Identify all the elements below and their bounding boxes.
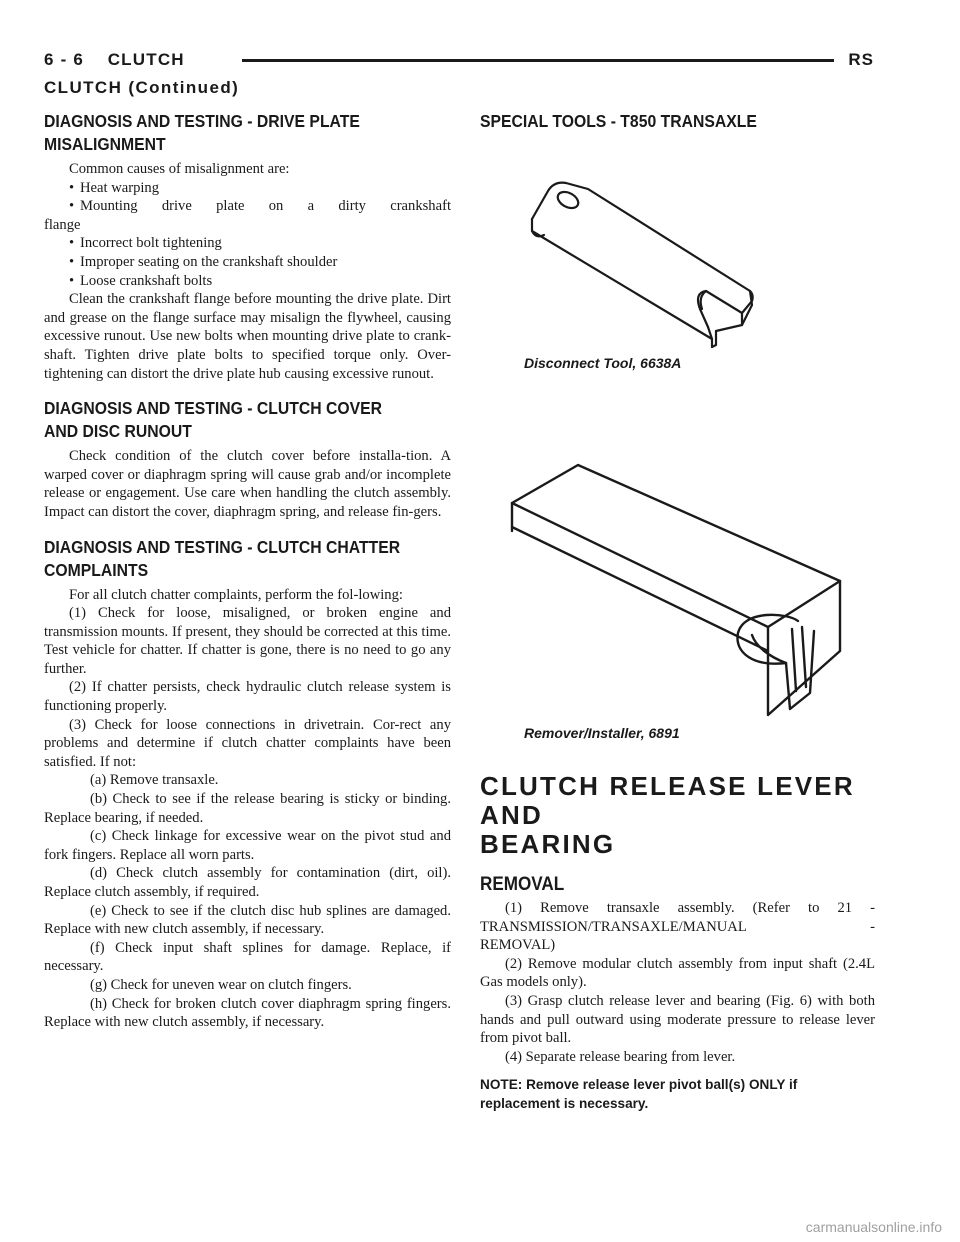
step-1: (1) Remove transaxle assembly. (Refer to 21 -: [505, 900, 875, 916]
step-4: (4) Separate release bearing from lever.: [505, 1048, 736, 1065]
step-1-line-3: REMOVAL): [480, 937, 556, 954]
substep-b: (b) Check to see if the release bearing is sticky or binding. Replace bearing, if needed.: [44, 791, 451, 826]
substep-g: (g) Check for uneven wear on clutch fingers.: [90, 976, 352, 993]
section-heading: DIAGNOSIS AND TESTING - DRIVE PLATE: [44, 111, 360, 131]
left-column: [44, 110, 451, 1032]
section-heading: DIAGNOSIS AND TESTING - CLUTCH COVER: [44, 398, 383, 419]
remover-installer-illustration: [480, 381, 875, 731]
continued-label: CLUTCH (Continued): [44, 78, 240, 97]
section-heading-cont: MISALIGNMENT: [44, 134, 166, 154]
paragraph: Common causes of misalignment are:: [69, 161, 290, 177]
step-2: (2) If chatter persists, check hydraulic clutch release system is functioning properly.: [44, 679, 451, 715]
section-chatter-complaints: [44, 536, 451, 1032]
section-heading-cont: COMPLAINTS: [44, 559, 149, 580]
figure-caption: Disconnect Tool, 6638A: [524, 355, 682, 371]
watermark: carmanualsonline.info: [805, 1219, 942, 1235]
list-item: • Loose crankshaft bolts: [69, 272, 213, 289]
page-header: [44, 50, 874, 72]
substep-c: (c) Check linkage for excessive wear on the pivot stud and fork fingers. Replace all worn parts.: [44, 828, 451, 863]
disconnect-tool-illustration: [480, 133, 875, 368]
step-1: (1) Check for loose, misaligned, or broken engine and transmission mounts. If present, they should be corrected at this time. Test vehicle for chatter. If chatter is gone, there is no need to go any further.: [44, 605, 451, 677]
right-column: [480, 110, 875, 741]
paragraph: Check condition of the clutch cover before installa-tion. A warped cover or diaphragm spring will cause grab and/or incomplete release or engagement. Use care when handling the clutch assembly. Impact can distort the cover, diaphragm spring, and release fin-gers.: [44, 448, 451, 520]
substep-h: (h) Check for broken clutch cover diaphragm spring fingers. Replace with new clutch assembly, if necessary.: [44, 995, 451, 1031]
page-number-section: 6 - 6 CLUTCH: [44, 50, 185, 69]
substep-f: (f) Check input shaft splines for damage. Replace, if necessary.: [44, 939, 451, 975]
paragraph: Clean the crankshaft flange before mounting the drive plate. Dirt and grease on the flange surface may misalign the flywheel, causing excessive runout. Use new bolts when mounting drive plate to crank-shaft. Tighten drive plate bolts to specified torque only. Over-tightening can distort the drive plate hub causing excessive runout.: [44, 291, 451, 382]
step-3: (3) Check for loose connections in drivetrain. Cor-rect any problems and determine if clutch chatter complaints have been satisfied. If not:: [44, 716, 451, 770]
list-item: • Incorrect bolt tightening: [69, 235, 222, 252]
note: NOTE: Remove release lever pivot ball(s) ONLY if replacement is necessary.: [480, 1077, 798, 1111]
figure-caption: Remover/Installer, 6891: [524, 725, 680, 741]
section-drive-plate-misalignment: [44, 110, 451, 383]
substep-a: (a) Remove transaxle.: [90, 772, 219, 789]
subsection-heading-removal: REMOVAL: [480, 874, 565, 895]
model-code: RS: [848, 50, 874, 69]
list-item: • Improper seating on the crankshaft shoulder: [69, 253, 338, 270]
section-release-lever-bearing: [480, 772, 875, 1114]
section-heading-cont: AND DISC RUNOUT: [44, 421, 192, 442]
list-item: • Mounting drive plate on a dirty crankshaft: [69, 198, 451, 215]
section-heading: SPECIAL TOOLS - T850 TRANSAXLE: [480, 111, 757, 131]
section-heading: DIAGNOSIS AND TESTING - CLUTCH CHATTER: [44, 536, 401, 557]
step-1-line-2: TRANSMISSION/TRANSAXLE/MANUAL -: [480, 918, 875, 935]
step-3: (3) Grasp clutch release lever and bearing (Fig. 6) with both hands and pull outward using moderate pressure to release lever from pivot ball.: [480, 992, 875, 1047]
chapter-heading-cont: BEARING: [480, 829, 616, 859]
list-item: • Heat warping: [69, 179, 160, 196]
section-cover-disc-runout: [44, 397, 451, 521]
substep-e: (e) Check to see if the clutch disc hub splines are damaged. Replace with new clutch assembly, if necessary.: [44, 902, 451, 938]
list-item-cont: flange: [44, 216, 81, 233]
header-rule: [242, 59, 834, 62]
chapter-heading: CLUTCH RELEASE LEVER AND: [480, 771, 855, 830]
paragraph: For all clutch chatter complaints, perform the fol-lowing:: [69, 586, 403, 603]
substep-d: (d) Check clutch assembly for contamination (dirt, oil). Replace clutch assembly, if required.: [44, 865, 451, 900]
step-2: (2) Remove modular clutch assembly from input shaft (2.4L Gas models only).: [480, 955, 875, 991]
